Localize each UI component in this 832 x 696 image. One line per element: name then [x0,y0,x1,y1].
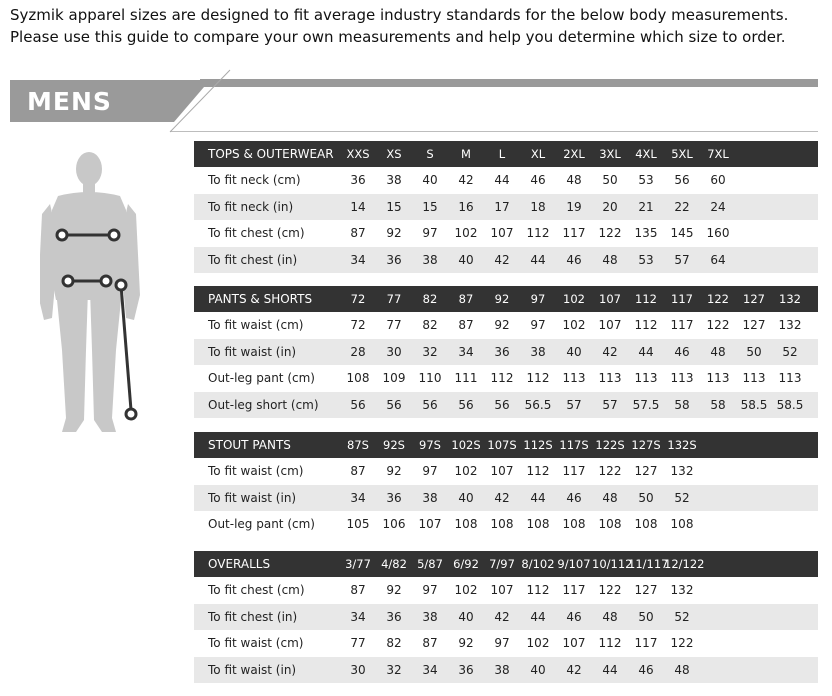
table-row [194,312,818,339]
table-cell: 135 [634,226,658,241]
table-cell: 108 [562,517,586,532]
table-cell: 38 [386,173,402,188]
table-row [194,167,818,194]
table-cell: 108 [526,517,550,532]
table-cell: 34 [350,252,366,267]
row-label: To fit chest (cm) [208,226,305,241]
table-cell: 57.5 [632,397,660,412]
size-label: 107 [599,292,621,306]
size-label: S [426,147,434,161]
table-cell: 19 [566,199,582,214]
banner-thin-rule [170,131,818,132]
size-label: 107S [487,438,517,452]
table-cell: 87 [350,583,366,598]
table-cell: 44 [530,490,546,505]
table-cell: 38 [422,490,438,505]
table-cell: 44 [638,344,654,359]
table-cell: 17 [494,199,510,214]
size-label: XL [530,147,546,161]
intro-line-2: Please use this guide to compare your own measurements and help you determine which size to order. [10,28,786,46]
size-label: 6/92 [453,557,479,571]
table-cell: 44 [530,252,546,267]
table-cell: 52 [674,490,690,505]
tops-table [194,141,818,273]
table-cell: 42 [458,173,474,188]
size-label: 11/117 [628,557,669,571]
table-cell: 36 [350,173,366,188]
table-cell: 56 [458,397,474,412]
pants-table [194,286,818,418]
table-cell: 87 [350,226,366,241]
table-cell: 42 [602,344,618,359]
table-cell: 34 [350,609,366,624]
size-label: 132S [667,438,697,452]
table-cell: 42 [494,490,510,505]
table-row [194,194,818,221]
table-cell: 132 [778,318,802,333]
table-cell: 122 [598,583,622,598]
table-cell: 46 [638,662,654,677]
table-cell: 48 [602,252,618,267]
table-cell: 38 [422,609,438,624]
row-label: To fit chest (in) [208,609,298,624]
table-cell: 112 [526,226,550,241]
size-label: 92 [494,292,510,306]
size-label: 97S [419,438,441,452]
size-label: 5XL [671,147,693,161]
table-cell: 82 [386,636,402,651]
table-cell: 24 [710,199,726,214]
mens-title: MENS [27,87,112,116]
table-cell: 112 [526,583,550,598]
table-cell: 36 [458,662,474,677]
table-cell: 46 [566,490,582,505]
table-cell: 60 [710,173,726,188]
table-cell: 21 [638,199,654,214]
table-cell: 40 [566,344,582,359]
table-cell: 58 [674,397,690,412]
size-label: L [498,147,506,161]
table-row [194,220,818,247]
table-cell: 28 [350,344,366,359]
table-cell: 108 [598,517,622,532]
table-cell: 110 [418,371,442,386]
size-label: 102S [451,438,481,452]
table-row [194,365,818,392]
table-row [194,577,818,604]
table-cell: 97 [422,226,438,241]
table-cell: 127 [742,318,766,333]
size-label: 82 [422,292,438,306]
table-cell: 112 [526,464,550,479]
table-cell: 50 [746,344,762,359]
table-cell: 30 [350,662,366,677]
table-header [194,141,818,167]
table-cell: 107 [490,226,514,241]
table-cell: 57 [674,252,690,267]
table-cell: 92 [386,464,402,479]
table-cell: 111 [454,371,478,386]
body-figure-icon [40,150,160,435]
table-cell: 92 [458,636,474,651]
table-cell: 87 [458,318,474,333]
section-title: STOUT PANTS [208,438,291,452]
table-cell: 14 [350,199,366,214]
table-cell: 145 [670,226,694,241]
table-cell: 44 [494,173,510,188]
row-label: Out-leg pant (cm) [208,371,315,386]
size-label: M [461,147,471,161]
table-cell: 112 [634,318,658,333]
table-cell: 113 [706,371,730,386]
table-cell: 40 [530,662,546,677]
table-cell: 32 [422,344,438,359]
table-cell: 107 [490,464,514,479]
table-cell: 56 [422,397,438,412]
size-label: 5/87 [417,557,443,571]
table-cell: 102 [454,464,478,479]
size-label: 77 [386,292,402,306]
table-cell: 56 [386,397,402,412]
table-cell: 102 [526,636,550,651]
table-cell: 108 [490,517,514,532]
table-cell: 15 [422,199,438,214]
table-cell: 57 [566,397,582,412]
table-cell: 34 [458,344,474,359]
table-cell: 117 [670,318,694,333]
size-label: 4XL [635,147,657,161]
table-cell: 22 [674,199,690,214]
table-cell: 107 [418,517,442,532]
banner-rule [200,79,818,87]
table-cell: 36 [386,609,402,624]
table-cell: 105 [346,517,370,532]
row-label: To fit waist (cm) [208,318,304,333]
row-label: Out-leg pant (cm) [208,517,315,532]
table-cell: 53 [638,173,654,188]
intro-text [10,4,788,48]
table-cell: 109 [382,371,406,386]
size-label: 117S [559,438,589,452]
table-row [194,339,818,366]
table-cell: 117 [562,464,586,479]
table-cell: 15 [386,199,402,214]
row-label: To fit neck (in) [208,199,294,214]
table-cell: 40 [458,609,474,624]
row-label: To fit waist (cm) [208,464,304,479]
table-cell: 40 [422,173,438,188]
table-cell: 52 [674,609,690,624]
table-cell: 92 [386,226,402,241]
table-cell: 127 [634,583,658,598]
size-label: 97 [530,292,546,306]
size-label: XXS [346,147,370,161]
table-row [194,630,818,657]
banner-diagonal-line [168,68,248,138]
size-label: 4/82 [381,557,407,571]
overalls-table [194,551,818,683]
table-cell: 20 [602,199,618,214]
size-label: 127 [743,292,765,306]
table-cell: 97 [422,464,438,479]
table-cell: 108 [670,517,694,532]
table-cell: 53 [638,252,654,267]
stout-pants-table [194,432,818,538]
table-cell: 32 [386,662,402,677]
table-cell: 112 [598,636,622,651]
table-cell: 97 [530,318,546,333]
table-row [194,485,818,512]
table-cell: 56 [674,173,690,188]
table-cell: 56.5 [524,397,552,412]
size-label: 127S [631,438,661,452]
size-label: 92S [383,438,405,452]
row-label: To fit chest (cm) [208,583,305,598]
table-cell: 160 [706,226,730,241]
table-cell: 102 [454,226,478,241]
table-cell: 42 [566,662,582,677]
table-cell: 48 [674,662,690,677]
section-title: OVERALLS [208,557,271,571]
table-cell: 132 [670,583,694,598]
table-row [194,511,818,538]
table-cell: 108 [346,371,370,386]
table-header [194,286,818,312]
size-label: 72 [350,292,366,306]
table-row [194,392,818,419]
table-cell: 117 [562,583,586,598]
size-label: 117 [671,292,693,306]
table-cell: 58 [710,397,726,412]
table-cell: 132 [670,464,694,479]
table-cell: 97 [422,583,438,598]
table-cell: 64 [710,252,726,267]
section-title: TOPS & OUTERWEAR [208,147,334,161]
table-cell: 48 [566,173,582,188]
table-header [194,432,818,458]
table-cell: 36 [386,252,402,267]
size-label: 102 [563,292,585,306]
table-cell: 48 [710,344,726,359]
size-label: 9/107 [557,557,591,571]
size-label: 87S [347,438,369,452]
table-cell: 108 [634,517,658,532]
table-cell: 48 [602,609,618,624]
table-cell: 113 [562,371,586,386]
size-header-cells [340,557,705,571]
row-label: To fit waist (cm) [208,636,304,651]
table-cell: 122 [598,464,622,479]
table-row [194,604,818,631]
table-cell: 87 [350,464,366,479]
table-cell: 113 [742,371,766,386]
table-cell: 36 [494,344,510,359]
size-label: 3/77 [345,557,371,571]
table-cell: 122 [706,318,730,333]
size-label: 122 [707,292,729,306]
table-cell: 50 [602,173,618,188]
table-cell: 107 [562,636,586,651]
table-cell: 112 [526,371,550,386]
table-cell: 56 [350,397,366,412]
table-cell: 38 [422,252,438,267]
table-cell: 42 [494,252,510,267]
table-cell: 18 [530,199,546,214]
table-cell: 50 [638,609,654,624]
table-cell: 113 [670,371,694,386]
table-cell: 16 [458,199,474,214]
size-label: 87 [458,292,474,306]
table-cell: 102 [562,318,586,333]
table-cell: 40 [458,252,474,267]
table-cell: 46 [566,609,582,624]
size-label: 12/122 [664,557,705,571]
table-cell: 48 [602,490,618,505]
table-cell: 107 [598,318,622,333]
table-cell: 46 [566,252,582,267]
size-header-cells [340,147,736,161]
row-label: Out-leg short (cm) [208,397,319,412]
table-cell: 112 [490,371,514,386]
table-cell: 72 [350,318,366,333]
table-cell: 36 [386,490,402,505]
table-cell: 58.5 [740,397,768,412]
row-label: To fit waist (in) [208,490,297,505]
table-cell: 82 [422,318,438,333]
table-cell: 102 [454,583,478,598]
table-cell: 106 [382,517,406,532]
size-label: 132 [779,292,801,306]
table-cell: 108 [454,517,478,532]
size-label: 122S [595,438,625,452]
table-cell: 122 [670,636,694,651]
table-row [194,458,818,485]
table-cell: 44 [530,609,546,624]
table-cell: 46 [674,344,690,359]
table-row [194,657,818,684]
size-label: 112 [635,292,657,306]
section-title: PANTS & SHORTS [208,292,313,306]
table-cell: 92 [494,318,510,333]
intro-line-1: Syzmik apparel sizes are designed to fit average industry standards for the below body measurements. [10,6,789,24]
table-row [194,247,818,274]
table-cell: 42 [494,609,510,624]
table-cell: 117 [634,636,658,651]
table-cell: 58.5 [776,397,804,412]
table-cell: 97 [494,636,510,651]
row-label: To fit chest (in) [208,252,298,267]
size-label: 2XL [563,147,585,161]
row-label: To fit waist (in) [208,344,297,359]
table-cell: 50 [638,490,654,505]
size-label: XS [386,147,402,161]
table-cell: 44 [602,662,618,677]
size-header-cells [340,438,700,452]
table-cell: 52 [782,344,798,359]
row-label: To fit neck (cm) [208,173,301,188]
table-cell: 122 [598,226,622,241]
row-label: To fit waist (in) [208,662,297,677]
table-cell: 57 [602,397,618,412]
table-cell: 46 [530,173,546,188]
table-cell: 34 [350,490,366,505]
size-label: 3XL [599,147,621,161]
table-cell: 92 [386,583,402,598]
size-label: 7/97 [489,557,515,571]
size-header-cells [340,292,808,306]
table-cell: 127 [634,464,658,479]
table-cell: 113 [634,371,658,386]
table-header [194,551,818,577]
table-cell: 30 [386,344,402,359]
table-cell: 38 [530,344,546,359]
table-cell: 34 [422,662,438,677]
table-cell: 107 [490,583,514,598]
table-cell: 40 [458,490,474,505]
table-cell: 87 [422,636,438,651]
table-cell: 77 [350,636,366,651]
table-cell: 38 [494,662,510,677]
size-label: 7XL [707,147,729,161]
size-label: 8/102 [521,557,555,571]
table-cell: 77 [386,318,402,333]
table-cell: 117 [562,226,586,241]
table-cell: 113 [778,371,802,386]
table-cell: 113 [598,371,622,386]
size-label: 112S [523,438,553,452]
size-label: 10/112 [592,557,633,571]
table-cell: 56 [494,397,510,412]
